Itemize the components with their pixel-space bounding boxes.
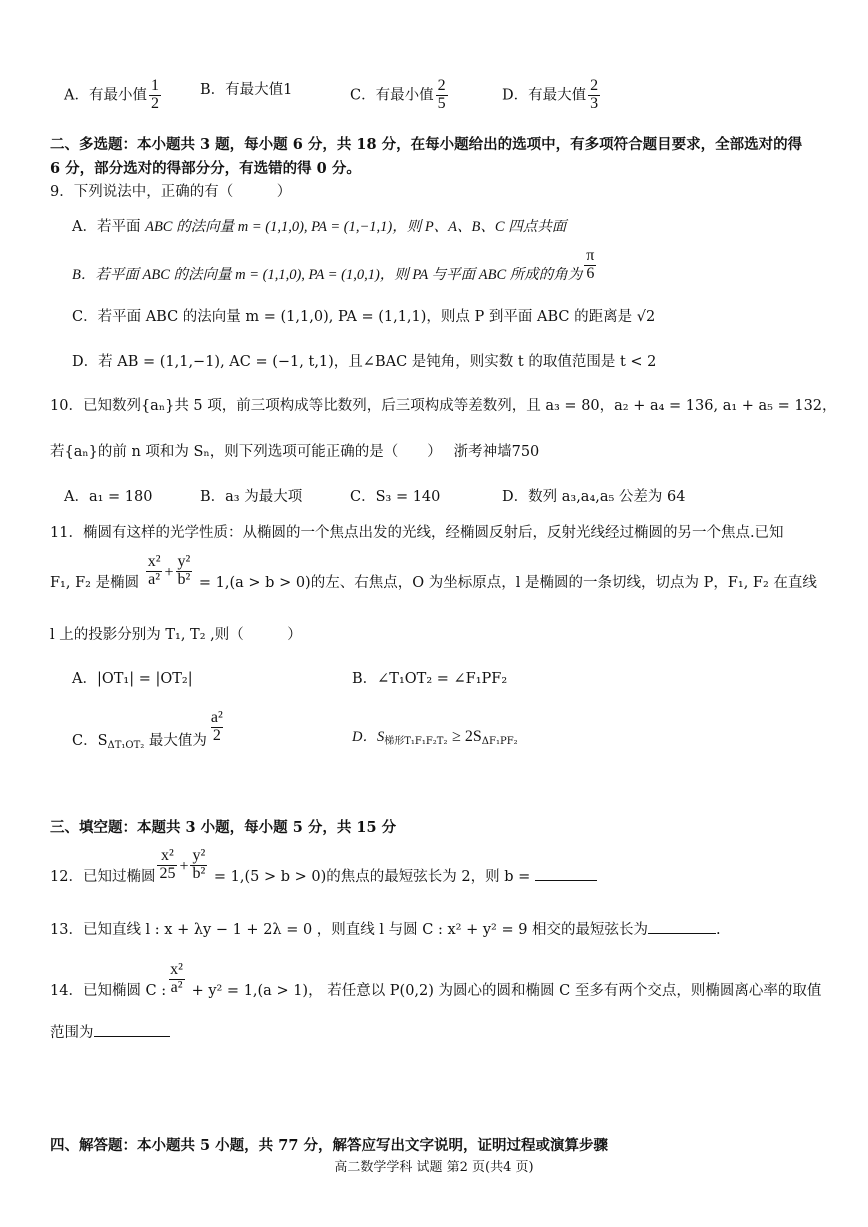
q10-option-b: B．a₃ 为最大项	[200, 489, 303, 505]
fraction-denominator: 2	[212, 726, 221, 744]
section4-heading: 四、解答题：本小题共 5 小题，共 77 分，解答应写出文字说明，证明过程或演算步骤	[50, 1137, 608, 1154]
q8-option-a-label: A．有最小值	[64, 87, 147, 104]
fraction-numerator: 1	[150, 77, 159, 94]
q9-option-b-fraction	[584, 248, 596, 283]
q11-line3: l 上的投影分别为 T₁, T₂ ,则（ ）	[50, 627, 302, 643]
section3-heading: 三、填空题：本题共 3 小题，每小题 5 分，共 15 分	[50, 819, 397, 836]
fraction-denominator: 3	[590, 94, 599, 112]
fraction-numerator: x²	[170, 961, 183, 978]
q14-line1	[50, 962, 821, 1008]
q9-option-c: C．若平面 ABC 的法向量 m = (1,1,0), PA = (1,1,1)，则点 P 到平面 ABC 的距离是 √2	[72, 309, 656, 325]
q8-option-b: B．有最大值1	[200, 82, 293, 98]
fraction-denominator: b²	[192, 864, 206, 882]
q11-option-c-middle: 最大值为	[148, 733, 207, 750]
q11-option-d-subscript: 梯形T₁F₁F₂T₂	[384, 736, 448, 747]
fraction-denominator: 2	[150, 94, 159, 112]
q13	[50, 918, 721, 939]
q8-option-a	[64, 78, 163, 113]
q12-answer-blank[interactable]	[535, 866, 597, 881]
q10-option-c: C．S₃ = 140	[350, 489, 441, 505]
section2-heading-line2: 6 分，部分选对的得部分分，有选错的得 0 分。	[50, 160, 361, 177]
q8-option-c-fraction	[436, 78, 448, 113]
q13-text: 13．已知直线 l : x + λy − 1 + 2λ = 0 ，则直线 l 与圆 C : x² + y² = 9 相交的最短弦长为	[50, 922, 649, 938]
q10-option-a: A．a₁ = 180	[64, 489, 153, 505]
fraction-denominator: b²	[177, 570, 191, 588]
q9-option-a-text: ABC 的法向量 m = (1,1,0), PA = (1,−1,1)，则 P、A、B、C 四点共面	[145, 219, 567, 235]
q12-y-fraction	[190, 848, 207, 883]
fraction-denominator: a²	[148, 570, 161, 588]
q8-option-d	[502, 78, 602, 113]
q11-line2-prefix: F₁, F₂ 是椭圆	[50, 575, 140, 592]
fraction-numerator: 2	[437, 77, 446, 94]
q9-option-d: D．若 AB = (1,1,−1), AC = (−1, t,1)，且∠BAC 是钝角，则实数 t 的取值范围是 t < 2	[72, 354, 657, 370]
fraction-denominator: 6	[586, 264, 595, 282]
fraction-denominator: 5	[437, 94, 446, 112]
q11-option-d-prefix: D．S	[352, 729, 385, 745]
q9-option-a-prefix: A．若平面	[72, 219, 141, 235]
fraction-numerator: π	[586, 247, 595, 264]
q10-option-d: D．数列 a₃,a₄,a₅ 公差为 64	[502, 489, 686, 505]
q12-prefix: 12．已知过椭圆	[50, 869, 156, 886]
q14-answer-blank[interactable]	[94, 1022, 170, 1037]
fraction-numerator: y²	[177, 553, 191, 570]
q11-option-c-prefix: C．S	[72, 733, 108, 750]
q8-option-a-fraction	[149, 78, 161, 113]
q11-option-a: A．|OT₁| = |OT₂|	[72, 671, 193, 687]
q11-option-d	[352, 725, 518, 747]
section2-heading-line1: 二、多选题：本小题共 3 题，每小题 6 分，共 18 分，在每小题给出的选项中，有多项符合题目要求，全部选对的得	[50, 136, 803, 153]
q11-line2-suffix: = 1,(a > b > 0)的左、右焦点，O 为坐标原点，l 是椭圆的一条切线，切点为 P，F₁, F₂ 在直线	[198, 575, 817, 592]
fraction-numerator: 2	[590, 77, 599, 94]
q12: 12．已知过椭圆 $\frac{\text{x²}}{25}$ + $\frac{\text{y²}}{\text{b²}}$ = 1,(5 > b > 0)的焦点的最短弦长为 2，则 b =	[50, 848, 597, 894]
q10-line2: 若{aₙ}的前 n 项和为 Sₙ，则下列选项可能正确的是（ ） 浙考神墙750	[50, 444, 540, 460]
q8-option-c-label: C．有最小值	[350, 87, 434, 104]
q14-x-fraction	[168, 962, 185, 997]
q11-y-fraction	[176, 554, 193, 589]
q11-option-c-fraction	[209, 710, 225, 745]
q14-suffix: + y² = 1,(a > 1)， 若任意以 P(0,2) 为圆心的圆和椭圆 C 至多有两个交点，则椭圆离心率的取值	[191, 983, 822, 1000]
q8-option-c	[350, 78, 450, 113]
q12-x-fraction	[157, 848, 177, 883]
q11-option-d-middle: ≥ 2S	[452, 728, 482, 745]
q9-stem: 9．下列说法中，正确的有（ ）	[50, 184, 292, 200]
q11-line2: F₁, F₂ 是椭圆 $\frac{\text{x²}}{\text{a²}}$ + $\frac{\text{y²}}{\text{b²}}$ = 1,(a > b > 0)的左、右焦点，O 为坐标原点，l 是椭圆的一条切线，切点为 P，F₁, F₂ 在直线	[50, 553, 817, 592]
q11-x-fraction	[146, 554, 163, 589]
q11-option-c-subscript: ΔT₁OT₂	[107, 740, 145, 752]
q12-suffix: = 1,(5 > b > 0)的焦点的最短弦长为 2，则 b =	[213, 869, 531, 886]
fraction-denominator: a²	[170, 978, 183, 996]
q8-options	[64, 66, 844, 110]
fraction-numerator: x²	[147, 553, 161, 570]
page-footer: 高二数学学科 试题 第2 页(共4 页)	[334, 1160, 534, 1175]
q11-line1: 11．椭圆有这样的光学性质：从椭圆的一个焦点出发的光线，经椭圆反射后，反射光线经过椭圆的另一个焦点.已知	[50, 525, 784, 541]
fraction-denominator: 25	[159, 864, 176, 882]
fraction-numerator: x²	[161, 847, 174, 864]
q8-option-d-fraction	[588, 78, 600, 113]
q9-option-a	[72, 215, 566, 236]
q11-option-b: B．∠T₁OT₂ = ∠F₁PF₂	[352, 671, 508, 687]
q10-line1: 10．已知数列{aₙ}共 5 项，前三项构成等比数列，后三项构成等差数列，且 a₃ = 80，a₂ + a₄ = 136, a₁ + a₅ = 132，	[50, 398, 837, 414]
fraction-numerator: y²	[192, 847, 206, 864]
q13-answer-blank[interactable]	[648, 919, 716, 934]
q9-option-b-text: B．若平面 ABC 的法向量 m = (1,1,0), PA = (1,0,1)，则 PA 与平面 ABC 所成的角为	[72, 267, 583, 284]
fraction-numerator: a²	[210, 709, 223, 726]
q14-prefix: 14．已知椭圆 C :	[50, 983, 167, 1000]
q11-option-d-subscript2: ΔF₁PF₂	[481, 736, 518, 747]
q11-option-c	[72, 710, 227, 758]
q13-end: .	[716, 922, 721, 938]
q14-line2-text: 范围为	[50, 1025, 94, 1041]
q10-options	[64, 485, 824, 507]
q14-line2	[50, 1021, 170, 1042]
q9-option-b	[72, 248, 598, 288]
q8-option-d-label: D．有最大值	[502, 87, 587, 104]
